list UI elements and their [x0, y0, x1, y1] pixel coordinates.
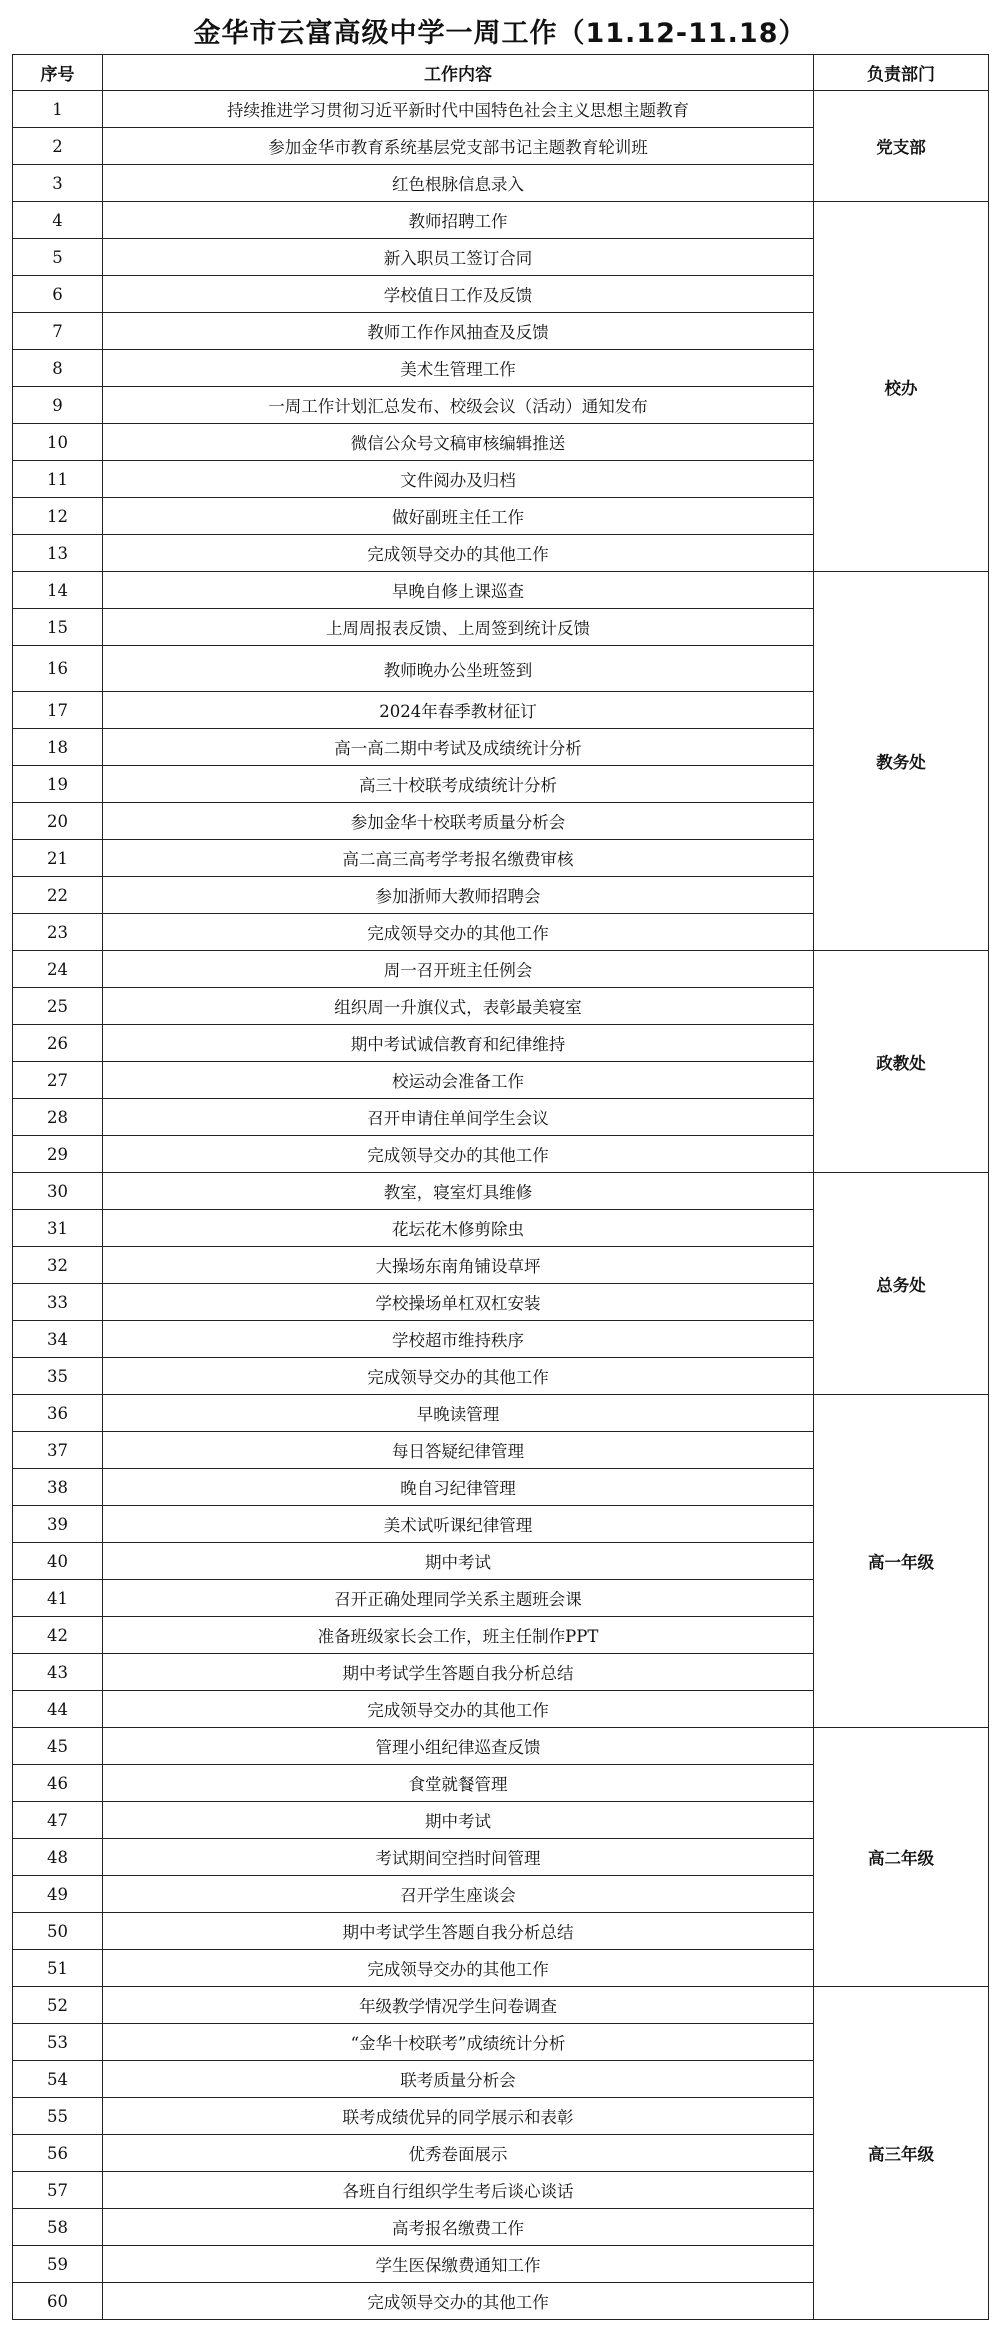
row-number: 45 — [13, 1728, 103, 1765]
row-number: 22 — [13, 877, 103, 914]
work-content-cell: “金华十校联考”成绩统计分析 — [103, 2024, 814, 2061]
header-content: 工作内容 — [103, 55, 814, 91]
work-content-cell: 组织周一升旗仪式，表彰最美寝室 — [103, 988, 814, 1025]
work-content-cell: 周一召开班主任例会 — [103, 951, 814, 988]
row-number: 53 — [13, 2024, 103, 2061]
row-number: 35 — [13, 1358, 103, 1395]
work-content-cell: 大操场东南角铺设草坪 — [103, 1247, 814, 1284]
work-content-cell: 期中考试 — [103, 1802, 814, 1839]
row-number: 29 — [13, 1136, 103, 1173]
work-content-cell: 期中考试学生答题自我分析总结 — [103, 1913, 814, 1950]
work-content-cell: 召开学生座谈会 — [103, 1876, 814, 1913]
row-number: 6 — [13, 276, 103, 313]
work-schedule-table — [12, 54, 989, 2320]
work-content-cell: 校运动会准备工作 — [103, 1062, 814, 1099]
row-number: 23 — [13, 914, 103, 951]
work-content-cell: 红色根脉信息录入 — [103, 165, 814, 202]
table-row — [13, 1173, 989, 1210]
row-number: 7 — [13, 313, 103, 350]
work-content-cell: 教室，寝室灯具维修 — [103, 1173, 814, 1210]
work-content-cell: 联考质量分析会 — [103, 2061, 814, 2098]
row-number: 10 — [13, 424, 103, 461]
table-row — [13, 202, 989, 239]
work-content-cell: 完成领导交办的其他工作 — [103, 535, 814, 572]
row-number: 8 — [13, 350, 103, 387]
work-content-cell: 优秀卷面展示 — [103, 2135, 814, 2172]
work-content-cell: 美术试听课纪律管理 — [103, 1506, 814, 1543]
row-number: 16 — [13, 646, 103, 692]
row-number: 34 — [13, 1321, 103, 1358]
work-content-cell: 各班自行组织学生考后谈心谈话 — [103, 2172, 814, 2209]
work-content-cell: 美术生管理工作 — [103, 350, 814, 387]
department-cell: 高一年级 — [814, 1395, 989, 1728]
work-content-cell: 学生医保缴费通知工作 — [103, 2246, 814, 2283]
work-content-cell: 晚自习纪律管理 — [103, 1469, 814, 1506]
department-cell: 政教处 — [814, 951, 989, 1173]
row-number: 42 — [13, 1617, 103, 1654]
work-content-cell: 参加金华市教育系统基层党支部书记主题教育轮训班 — [103, 128, 814, 165]
work-content-cell: 完成领导交办的其他工作 — [103, 914, 814, 951]
row-number: 25 — [13, 988, 103, 1025]
work-content-cell: 高一高二期中考试及成绩统计分析 — [103, 729, 814, 766]
work-content-cell: 持续推进学习贯彻习近平新时代中国特色社会主义思想主题教育 — [103, 91, 814, 128]
row-number: 55 — [13, 2098, 103, 2135]
row-number: 54 — [13, 2061, 103, 2098]
work-content-cell: 参加金华十校联考质量分析会 — [103, 803, 814, 840]
row-number: 5 — [13, 239, 103, 276]
row-number: 3 — [13, 165, 103, 202]
department-cell: 高三年级 — [814, 1987, 989, 2320]
work-content-cell: 文件阅办及归档 — [103, 461, 814, 498]
work-content-cell: 上周周报表反馈、上周签到统计反馈 — [103, 609, 814, 646]
work-content-cell: 新入职员工签订合同 — [103, 239, 814, 276]
work-content-cell: 高三十校联考成绩统计分析 — [103, 766, 814, 803]
row-number: 9 — [13, 387, 103, 424]
row-number: 56 — [13, 2135, 103, 2172]
row-number: 60 — [13, 2283, 103, 2320]
work-content-cell: 学校值日工作及反馈 — [103, 276, 814, 313]
department-cell: 党支部 — [814, 91, 989, 202]
row-number: 13 — [13, 535, 103, 572]
row-number: 26 — [13, 1025, 103, 1062]
row-number: 28 — [13, 1099, 103, 1136]
work-content-cell: 2024年春季教材征订 — [103, 692, 814, 729]
work-content-cell: 教师工作作风抽查及反馈 — [103, 313, 814, 350]
row-number: 47 — [13, 1802, 103, 1839]
row-number: 40 — [13, 1543, 103, 1580]
table-row — [13, 951, 989, 988]
work-content-cell: 期中考试 — [103, 1543, 814, 1580]
row-number: 19 — [13, 766, 103, 803]
row-number: 30 — [13, 1173, 103, 1210]
table-row — [13, 1395, 989, 1432]
row-number: 12 — [13, 498, 103, 535]
work-content-cell: 教师晚办公坐班签到 — [103, 646, 814, 692]
row-number: 4 — [13, 202, 103, 239]
work-content-cell: 学校超市维持秩序 — [103, 1321, 814, 1358]
row-number: 43 — [13, 1654, 103, 1691]
row-number: 1 — [13, 91, 103, 128]
work-content-cell: 参加浙师大教师招聘会 — [103, 877, 814, 914]
row-number: 21 — [13, 840, 103, 877]
work-content-cell: 做好副班主任工作 — [103, 498, 814, 535]
work-content-cell: 食堂就餐管理 — [103, 1765, 814, 1802]
table-row — [13, 91, 989, 128]
row-number: 48 — [13, 1839, 103, 1876]
department-cell: 校办 — [814, 202, 989, 572]
work-content-cell: 完成领导交办的其他工作 — [103, 1136, 814, 1173]
work-content-cell: 考试期间空挡时间管理 — [103, 1839, 814, 1876]
work-content-cell: 教师招聘工作 — [103, 202, 814, 239]
row-number: 59 — [13, 2246, 103, 2283]
work-content-cell: 一周工作计划汇总发布、校级会议（活动）通知发布 — [103, 387, 814, 424]
row-number: 27 — [13, 1062, 103, 1099]
work-content-cell: 年级教学情况学生问卷调查 — [103, 1987, 814, 2024]
row-number: 58 — [13, 2209, 103, 2246]
work-content-cell: 召开申请住单间学生会议 — [103, 1099, 814, 1136]
row-number: 52 — [13, 1987, 103, 2024]
row-number: 50 — [13, 1913, 103, 1950]
row-number: 11 — [13, 461, 103, 498]
work-content-cell: 早晚自修上课巡查 — [103, 572, 814, 609]
work-content-cell: 完成领导交办的其他工作 — [103, 1950, 814, 1987]
row-number: 38 — [13, 1469, 103, 1506]
work-content-cell: 花坛花木修剪除虫 — [103, 1210, 814, 1247]
row-number: 36 — [13, 1395, 103, 1432]
row-number: 57 — [13, 2172, 103, 2209]
work-content-cell: 期中考试诚信教育和纪律维持 — [103, 1025, 814, 1062]
work-content-cell: 召开正确处理同学关系主题班会课 — [103, 1580, 814, 1617]
row-number: 33 — [13, 1284, 103, 1321]
row-number: 14 — [13, 572, 103, 609]
row-number: 2 — [13, 128, 103, 165]
row-number: 51 — [13, 1950, 103, 1987]
work-content-cell: 高二高三高考学考报名缴费审核 — [103, 840, 814, 877]
table-body — [13, 91, 989, 2320]
department-cell: 高二年级 — [814, 1728, 989, 1987]
department-cell: 教务处 — [814, 572, 989, 951]
department-cell: 总务处 — [814, 1173, 989, 1395]
work-content-cell: 微信公众号文稿审核编辑推送 — [103, 424, 814, 461]
work-content-cell: 完成领导交办的其他工作 — [103, 2283, 814, 2320]
row-number: 18 — [13, 729, 103, 766]
row-number: 32 — [13, 1247, 103, 1284]
work-content-cell: 联考成绩优异的同学展示和表彰 — [103, 2098, 814, 2135]
row-number: 31 — [13, 1210, 103, 1247]
row-number: 41 — [13, 1580, 103, 1617]
work-content-cell: 每日答疑纪律管理 — [103, 1432, 814, 1469]
table-row — [13, 1987, 989, 2024]
work-content-cell: 完成领导交办的其他工作 — [103, 1691, 814, 1728]
page-title: 金华市云富高级中学一周工作（11.12-11.18） — [193, 18, 807, 49]
table-row — [13, 572, 989, 609]
work-content-cell: 完成领导交办的其他工作 — [103, 1358, 814, 1395]
table-header-row — [13, 55, 989, 91]
work-content-cell: 高考报名缴费工作 — [103, 2209, 814, 2246]
work-content-cell: 准备班级家长会工作，班主任制作PPT — [103, 1617, 814, 1654]
row-number: 37 — [13, 1432, 103, 1469]
table-row — [13, 1728, 989, 1765]
row-number: 24 — [13, 951, 103, 988]
work-content-cell: 早晚读管理 — [103, 1395, 814, 1432]
row-number: 49 — [13, 1876, 103, 1913]
header-dept: 负责部门 — [814, 55, 989, 91]
work-content-cell: 管理小组纪律巡查反馈 — [103, 1728, 814, 1765]
row-number: 46 — [13, 1765, 103, 1802]
row-number: 44 — [13, 1691, 103, 1728]
work-content-cell: 学校操场单杠双杠安装 — [103, 1284, 814, 1321]
row-number: 17 — [13, 692, 103, 729]
header-num: 序号 — [13, 55, 103, 91]
row-number: 20 — [13, 803, 103, 840]
work-content-cell: 期中考试学生答题自我分析总结 — [103, 1654, 814, 1691]
row-number: 15 — [13, 609, 103, 646]
row-number: 39 — [13, 1506, 103, 1543]
